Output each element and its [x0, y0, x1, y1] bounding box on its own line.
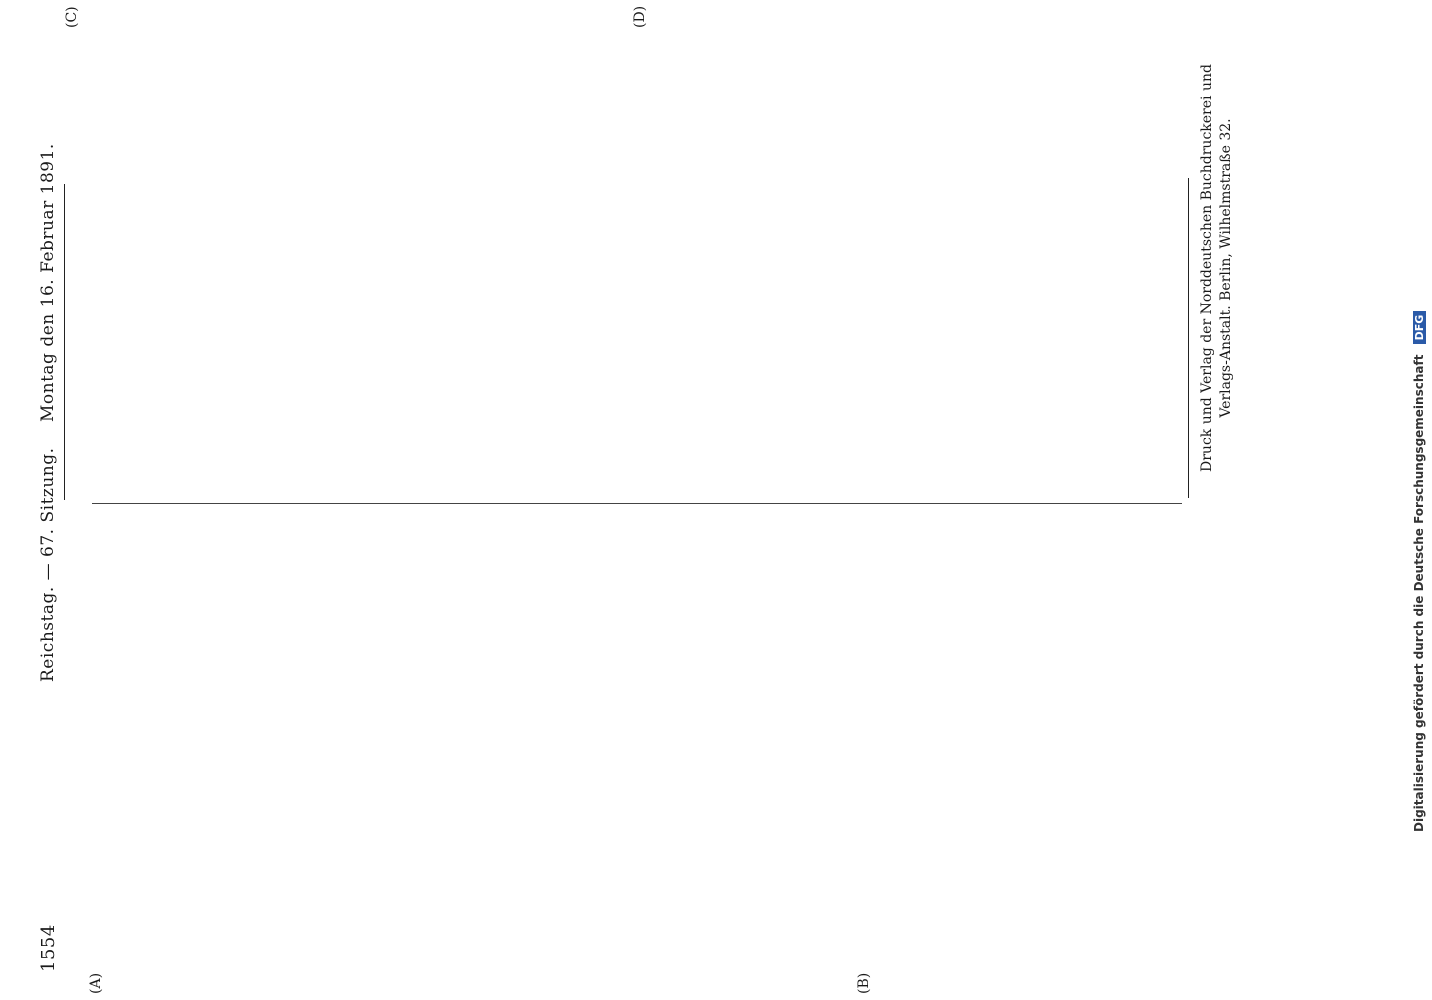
dfg-logo: DFG: [1413, 311, 1426, 345]
footer-rule: [1188, 178, 1189, 498]
printer-imprint: Druck und Verlag der Norddeutschen Buchdruckerei und Verlags-Anstalt. Berlin, Wilhelmstraße 32.: [1199, 64, 1234, 472]
margin-marker-a: (A): [88, 972, 104, 994]
left-text-column: [86, 516, 1116, 956]
header-title-right: Montag den 16. Februar 1891.: [38, 143, 58, 422]
digitization-credit: [1412, 311, 1426, 832]
page-number: 1554: [38, 924, 59, 972]
margin-marker-c: (C): [64, 6, 80, 28]
right-text-column: [86, 48, 1146, 488]
margin-marker-d: (D): [632, 5, 648, 28]
margin-marker-b: (B): [856, 972, 872, 994]
header-title-left: Reichstag. — 67. Sitzung.: [38, 447, 58, 682]
header-rule: [64, 184, 65, 500]
digitization-credit-text: Digitalisierung gefördert durch die Deutsche Forschungsgemeinschaft: [1412, 354, 1426, 832]
column-divider: [92, 503, 1182, 504]
